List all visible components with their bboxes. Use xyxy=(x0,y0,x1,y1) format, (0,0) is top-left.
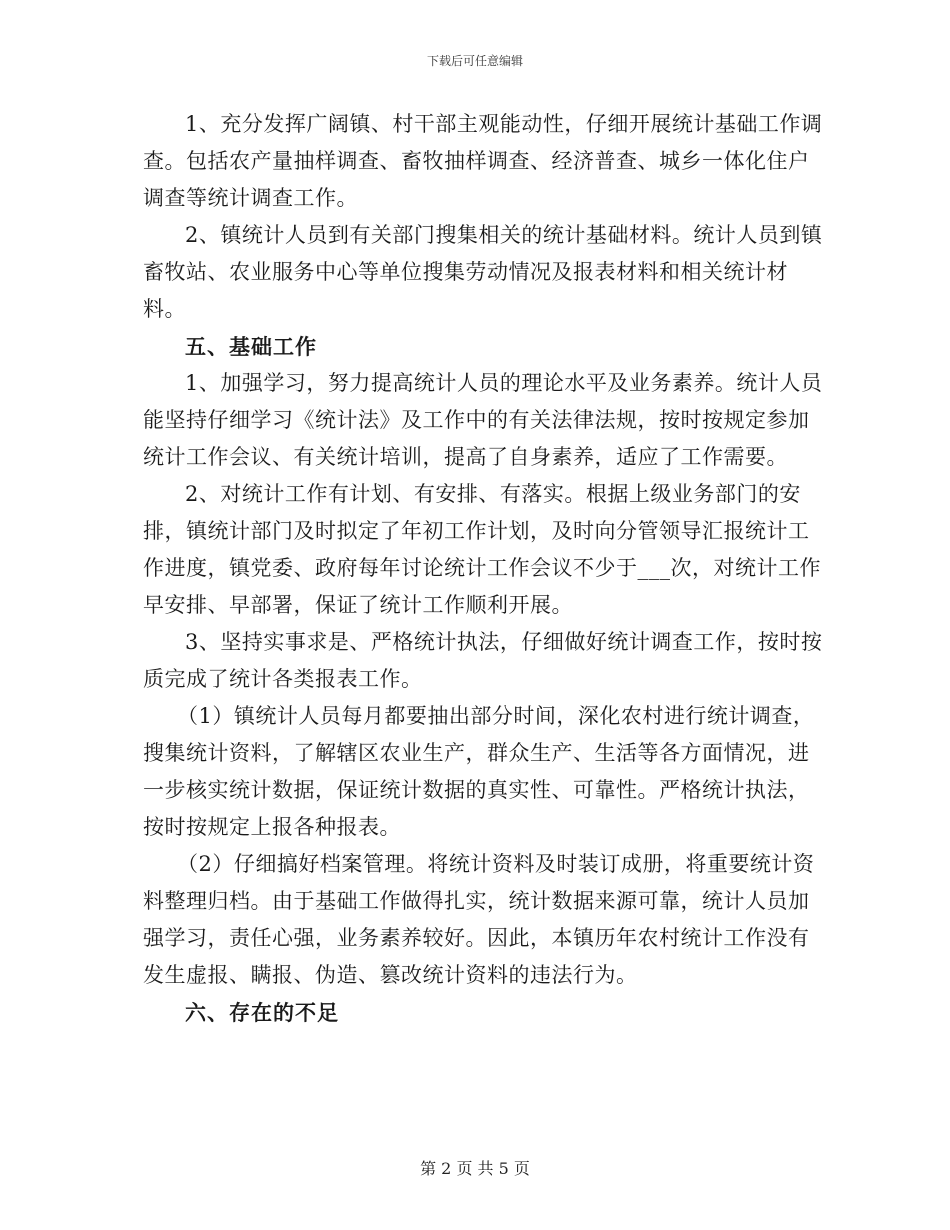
header-note: 下载后可任意编辑 xyxy=(426,54,523,68)
paragraph-7: （2）仔细搞好档案管理。将统计资料及时装订成册，将重要统计资料整理归档。由于基础工作做得扎实，统计数据来源可靠，统计人员加强学习，责任心强，业务素养较好。因此，本镇历年农村统计工作没有发生虚报、瞒报、伪造、篡改统计资料的违法行为。 xyxy=(143,852,815,987)
section-heading-6: 六、存在的不足 xyxy=(185,1000,339,1025)
section-heading-5: 五、基础工作 xyxy=(185,334,317,359)
paragraph-3: 1、加强学习，努力提高统计人员的理论水平及业务素养。统计人员能坚持仔细学习《统计法》及工作中的有关法律法规，按时按规定参加统计工作会议、有关统计培训，提高了自身素养，适应了工作需要。 xyxy=(143,371,823,469)
paragraph-1: 1、充分发挥广阔镇、村干部主观能动性，仔细开展统计基础工作调查。包括农产量抽样调查、畜牧抽样调查、经济普查、城乡一体化住户调查等统计调查工作。 xyxy=(143,112,823,210)
paragraph-2: 2、镇统计人员到有关部门搜集相关的统计基础材料。统计人员到镇畜牧站、农业服务中心等单位搜集劳动情况及报表材料和相关统计材料。 xyxy=(143,223,823,321)
document-body xyxy=(143,106,823,1031)
paragraph-5: 3、坚持实事求是、严格统计执法，仔细做好统计调查工作，按时按质完成了统计各类报表工作。 xyxy=(143,630,823,691)
page-number: 第 2 页 共 5 页 xyxy=(420,1159,530,1178)
paragraph-6: （1）镇统计人员每月都要抽出部分时间，深化农村进行统计调查，搜集统计资料，了解辖区农业生产，群众生产、生活等各方面情况，进一步核实统计数据，保证统计数据的真实性、可靠性。严格统计执法，按时按规定上报各种报表。 xyxy=(143,704,815,839)
paragraph-4: 2、对统计工作有计划、有安排、有落实。根据上级业务部门的安排，镇统计部门及时拟定了年初工作计划，及时向分管领导汇报统计工作进度，镇党委、政府每年讨论统计工作会议不少于___次，对统计工作早安排、早部署，保证了统计工作顺利开展。 xyxy=(143,482,821,617)
